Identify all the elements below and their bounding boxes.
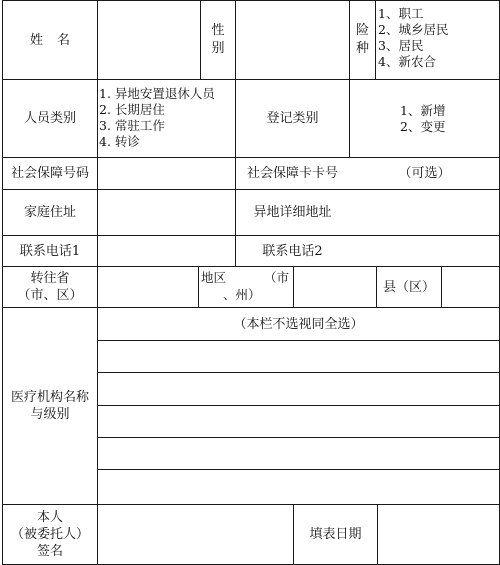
phone2-field[interactable]: [350, 236, 499, 266]
optional-note[interactable]: （可选）: [398, 166, 451, 181]
fill-date-label: 填表日期: [309, 527, 362, 542]
medical-institution-label: [3, 308, 97, 504]
person-type-label: 人员类别: [23, 111, 76, 126]
gender-field[interactable]: [236, 1, 349, 79]
registration-type-option[interactable]: 2、变更: [400, 119, 446, 134]
medical-note: （本栏不选视同全选）: [233, 316, 364, 332]
insurance-option[interactable]: 3、居民: [378, 38, 424, 53]
remote-address-label: 异地详细地址: [253, 205, 332, 220]
col-line: [349, 79, 350, 158]
signature-label: [3, 505, 97, 564]
phone1-field[interactable]: [98, 236, 235, 266]
insurance-label-char-1: 险: [355, 23, 369, 38]
social-security-number-field[interactable]: [98, 158, 235, 189]
insurance-type-options[interactable]: [378, 6, 448, 70]
col-line: [375, 0, 376, 79]
fill-date-field[interactable]: [378, 505, 499, 564]
registration-type-option[interactable]: 1、新增: [400, 103, 446, 118]
registration-type-options[interactable]: [400, 103, 445, 135]
home-address-field[interactable]: [98, 190, 235, 235]
medical-institution-row[interactable]: [98, 438, 499, 469]
person-type-option[interactable]: 3. 常驻工作: [99, 118, 165, 133]
phone1-label: 联系电话1: [19, 243, 81, 259]
insurance-label-char-2: 种: [355, 41, 369, 56]
region-label-a: 地区: [201, 270, 227, 285]
transfer-province-line1: 转往省: [30, 271, 70, 286]
medical-institution-row[interactable]: [98, 341, 499, 372]
medical-institution-row[interactable]: [98, 470, 499, 504]
person-type-option[interactable]: 2. 长期居住: [99, 102, 165, 117]
name-field[interactable]: [98, 1, 200, 79]
medical-institution-line2: 与级别: [30, 407, 70, 422]
medical-institution-row[interactable]: [98, 406, 499, 437]
medical-institution-row[interactable]: [98, 373, 499, 405]
region-label-b: （市: [264, 270, 290, 285]
social-security-number-label: 社会保障号码: [10, 166, 89, 181]
social-security-card-label: 社会保障卡卡号: [246, 166, 338, 181]
person-type-options[interactable]: [99, 86, 215, 150]
phone2-label: 联系电话2: [262, 243, 323, 259]
insurance-option[interactable]: 2、城乡居民: [378, 22, 449, 37]
gender-label: [201, 1, 235, 79]
gender-label-char-1: 性: [211, 23, 225, 38]
transfer-province-label: [3, 267, 97, 307]
county-field[interactable]: [442, 267, 499, 307]
insurance-option[interactable]: 1、职工: [378, 6, 424, 21]
registration-type-label: 登记类别: [266, 111, 319, 126]
remote-address-field[interactable]: [350, 190, 499, 235]
signature-line2: （被委托人）: [10, 527, 89, 542]
signature-line1: 本人: [36, 510, 63, 525]
col-line: [198, 266, 199, 307]
person-type-option[interactable]: 4. 转诊: [99, 134, 140, 149]
medical-institution-line1: 医疗机构名称: [10, 390, 89, 405]
transfer-province-field[interactable]: [98, 267, 198, 307]
region-field[interactable]: [294, 267, 376, 307]
gender-label-char-2: 别: [211, 41, 225, 56]
insurance-option[interactable]: 4、新农合: [378, 54, 436, 69]
transfer-province-line2: （市、区）: [17, 288, 83, 303]
name-label: 姓名: [29, 32, 84, 48]
home-address-label: 家庭住址: [23, 205, 76, 220]
region-label-c: 、州）: [223, 287, 261, 302]
county-label: 县（区）: [382, 279, 435, 295]
insurance-type-label: [350, 1, 375, 79]
signature-line3: 签名: [36, 544, 63, 559]
signature-field[interactable]: [98, 505, 293, 564]
person-type-option[interactable]: 1. 异地安置退休人员: [99, 86, 215, 101]
